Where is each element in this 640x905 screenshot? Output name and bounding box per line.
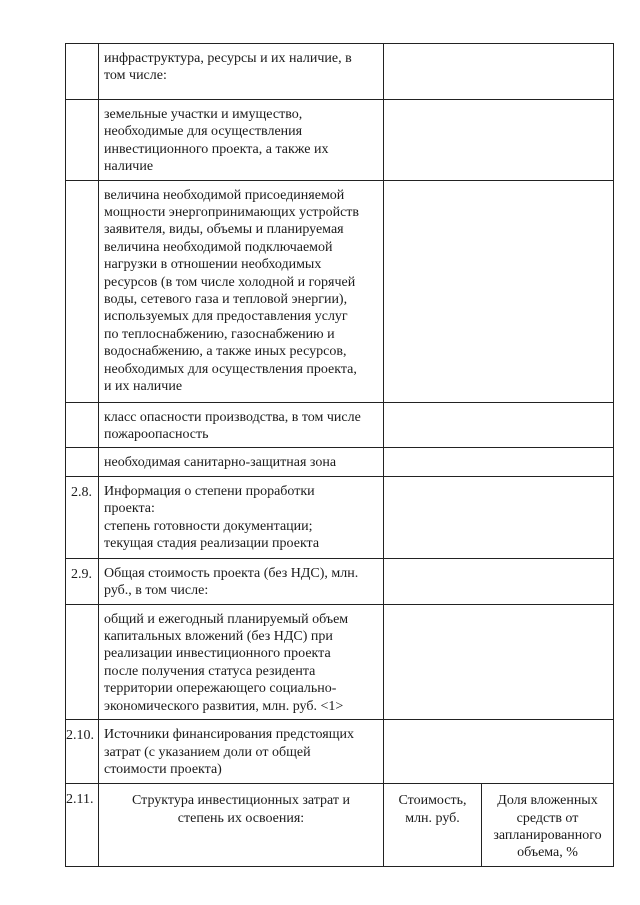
text-line: том числе: [104,68,167,84]
text-line: и их наличие [104,379,183,395]
text-line: после получения статуса резидента [104,663,316,679]
text-line: территории опережающего социально- [104,681,337,697]
text-line: запланированного [493,827,602,843]
value-cell[interactable] [384,604,614,719]
text-line: мощности энергопринимающих устройств [104,205,360,221]
table-row [66,180,614,402]
table-row [66,476,614,558]
column-header-share [482,784,614,867]
text-line: величина необходимой подключаемой [104,239,333,255]
row-number [66,180,99,402]
text-line: используемых для предоставления услуг [104,309,348,325]
value-cell[interactable] [384,44,614,100]
text-line: величина необходимой присоединяемой [104,187,345,203]
row-number: 2.10. [66,720,99,784]
text-line: необходимых для осуществления проекта, [104,361,357,377]
table-row [66,720,614,784]
row-label [99,448,384,476]
text-line: степень готовности документации; [104,518,313,534]
text-line: стоимости проекта) [104,761,222,777]
row-number [66,402,99,448]
text-line: водоснабжению, а также иных ресурсов, [104,344,347,360]
value-cell[interactable] [384,180,614,402]
column-header-structure [99,784,384,867]
row-label [99,44,384,100]
row-number [66,604,99,719]
text-line: реализации инвестиционного проекта [104,646,331,662]
value-cell[interactable] [384,720,614,784]
row-number: 2.9. [66,558,99,604]
text-line: Стоимость, [398,793,467,809]
text-line: Информация о степени проработки [104,483,315,499]
row-label [99,476,384,558]
text-line: средств от [516,810,579,826]
table-row [66,558,614,604]
row-label [99,180,384,402]
text-line: Источники финансирования предстоящих [104,727,354,743]
text-line: необходимые для осуществления [104,124,303,140]
value-cell[interactable] [384,558,614,604]
text-line: затрат (с указанием доли от общей [104,744,311,760]
text-line: заявителя, виды, объемы и планируемая [104,222,344,238]
column-header-cost [384,784,482,867]
text-line: млн. руб. [405,810,460,826]
text-line: воды, сетевого газа и тепловой энергии), [104,292,348,308]
value-cell[interactable] [384,476,614,558]
table-row [66,604,614,719]
application-form-table [65,43,614,867]
text-line: текущая стадия реализации проекта [104,536,320,552]
text-line: Структура инвестиционных затрат и [132,793,350,809]
value-cell[interactable] [384,100,614,181]
row-label [99,720,384,784]
text-line: пожароопасность [104,427,209,443]
text-line: ресурсов (в том числе холодной и горячей [104,274,356,290]
table-row [66,784,614,867]
text-line: объема, % [517,845,578,861]
row-label [99,558,384,604]
text-line: экономического развития, млн. руб. <1> [104,698,344,714]
text-line: необходимая санитарно-защитная зона [104,455,337,471]
value-cell[interactable] [384,448,614,476]
text-line: нагрузки в отношении необходимых [104,257,322,273]
text-line: общий и ежегодный планируемый объем [104,611,349,627]
table-row [66,100,614,181]
row-number: 2.8. [66,476,99,558]
row-label [99,604,384,719]
text-line: инвестиционного проекта, а также их [104,141,329,157]
table-row [66,44,614,100]
row-number: 2.11. [66,784,99,867]
text-line: капитальных вложений (без НДС) при [104,629,333,645]
text-line: Доля вложенных [497,793,598,809]
row-number [66,448,99,476]
text-line: класс опасности производства, в том числе [104,409,361,425]
table-row [66,448,614,476]
form-table-body [66,44,614,867]
text-line: по теплоснабжению, газоснабжению и [104,326,335,342]
row-label [99,100,384,181]
text-line: проекта: [104,501,155,517]
row-label [99,402,384,448]
text-line: инфраструктура, ресурсы и их наличие, в [104,51,352,66]
text-line: Общая стоимость проекта (без НДС), млн. [104,565,359,581]
table-row [66,402,614,448]
text-line: земельные участки и имущество, [104,107,303,122]
value-cell[interactable] [384,402,614,448]
text-line: руб., в том числе: [104,583,209,599]
row-number [66,44,99,100]
text-line: степень их освоения: [177,810,305,826]
text-line: наличие [104,159,154,175]
row-number [66,100,99,181]
